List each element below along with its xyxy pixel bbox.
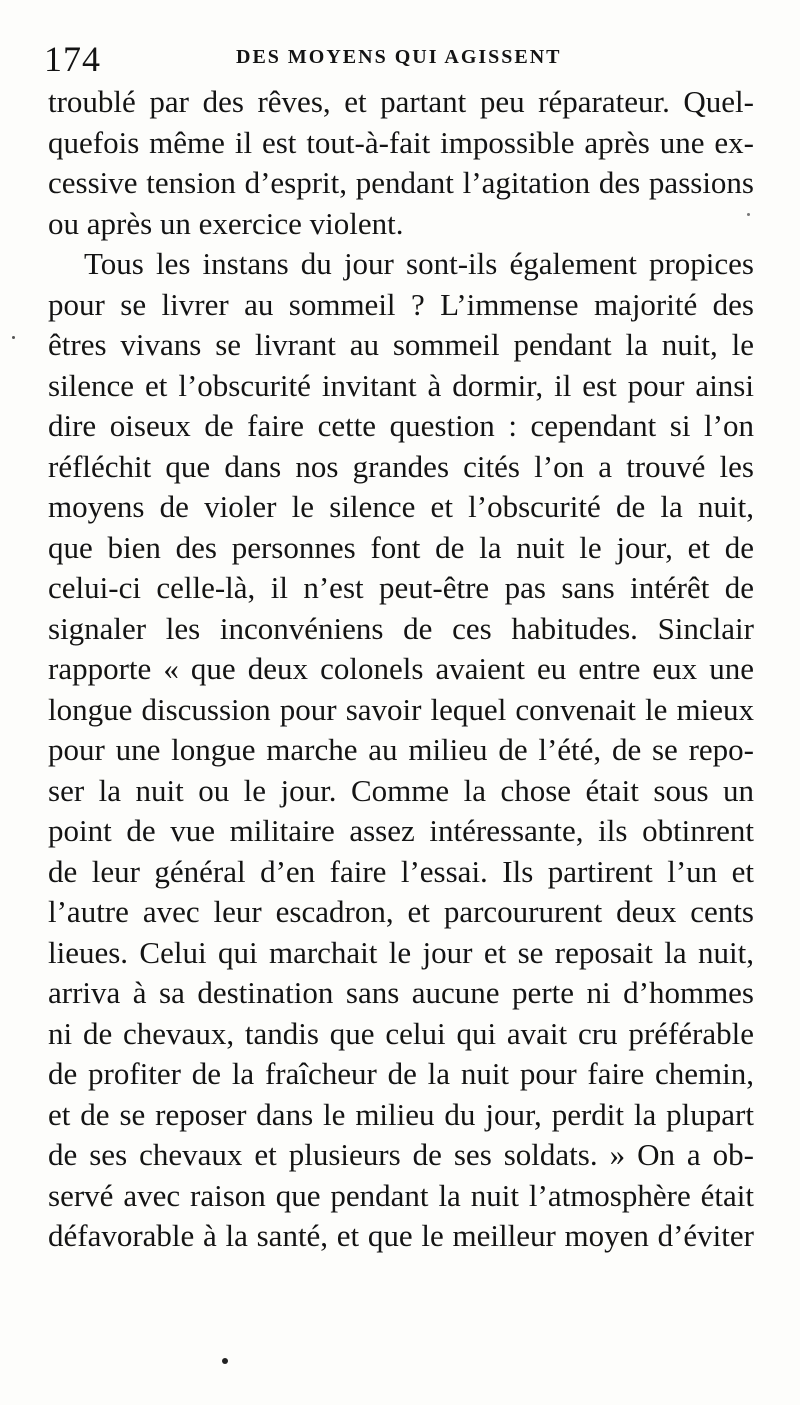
text-line: servé avec raison que pendant la nuit l’atmosphère était <box>48 1177 754 1213</box>
text-line: point de vue militaire assez intéressante, ils obtinrent <box>48 813 754 848</box>
text-line: cessive tension d’esprit, pendant l’agitation des passions <box>48 165 754 200</box>
text-line: signaler les inconvéniens de ces habitudes. Sinclair <box>48 610 754 646</box>
margin-speck <box>747 213 750 216</box>
text-line: l’autre avec leur escadron, et parcoururent deux cents <box>48 894 754 929</box>
page-number: 174 <box>44 39 101 79</box>
text-line: ni de chevaux, tandis que celui qui avait cru préférable <box>48 1015 754 1051</box>
text-line: arriva à sa destination sans aucune perte ni d’hommes <box>48 975 754 1010</box>
text-line: celui-ci celle-là, il n’est peut-être pas sans intérêt de <box>48 570 754 605</box>
text-line: de profiter de la fraîcheur de la nuit pour faire chemin, <box>48 1056 754 1091</box>
text-line: troublé par des rêves, et partant peu réparateur. Quel- <box>48 84 754 119</box>
text-line: rapporte « que deux colonels avaient eu entre eux une <box>48 651 754 686</box>
text-line: quefois même il est tout-à-fait impossible après une ex- <box>48 124 754 160</box>
text-line: réfléchit que dans nos grandes cités l’on a trouvé les <box>48 448 754 484</box>
text-line: longue discussion pour savoir lequel convenait le mieux <box>48 691 754 727</box>
paragraph-first-line: Tous les instans du jour sont-ils également propices <box>84 246 754 281</box>
running-head <box>0 36 800 79</box>
body-text <box>48 82 754 1257</box>
text-line: ser la nuit ou le jour. Comme la chose était sous un <box>48 772 754 808</box>
text-line: que bien des personnes font de la nuit le jour, et de <box>48 529 754 565</box>
text-line: défavorable à la santé, et que le meilleur moyen d’éviter <box>48 1218 754 1253</box>
text-line: pour se livrer au sommeil ? L’immense majorité des <box>48 286 754 322</box>
text-line: êtres vivans se livrant au sommeil pendant la nuit, le <box>48 327 754 362</box>
text-line: dire oiseux de faire cette question : cependant si l’on <box>48 408 754 443</box>
ink-dot <box>222 1358 228 1364</box>
running-title: DES MOYENS QUI AGISSENT <box>236 46 562 68</box>
text-line: lieues. Celui qui marchait le jour et se reposait la nuit, <box>48 934 754 970</box>
text-line: de ses chevaux et plusieurs de ses soldats. » On a ob- <box>48 1137 754 1172</box>
text-line: ou après un exercice violent. <box>48 205 404 241</box>
text-line: pour une longue marche au milieu de l’été, de se repo- <box>48 732 754 767</box>
margin-speck <box>12 336 15 339</box>
text-line: moyens de violer le silence et l’obscurité de la nuit, <box>48 489 754 524</box>
text-line: silence et l’obscurité invitant à dormir, il est pour ainsi <box>48 367 754 403</box>
text-line: et de se reposer dans le milieu du jour, perdit la plupart <box>48 1096 754 1132</box>
text-line: de leur général d’en faire l’essai. Ils partirent l’un et <box>48 853 754 889</box>
